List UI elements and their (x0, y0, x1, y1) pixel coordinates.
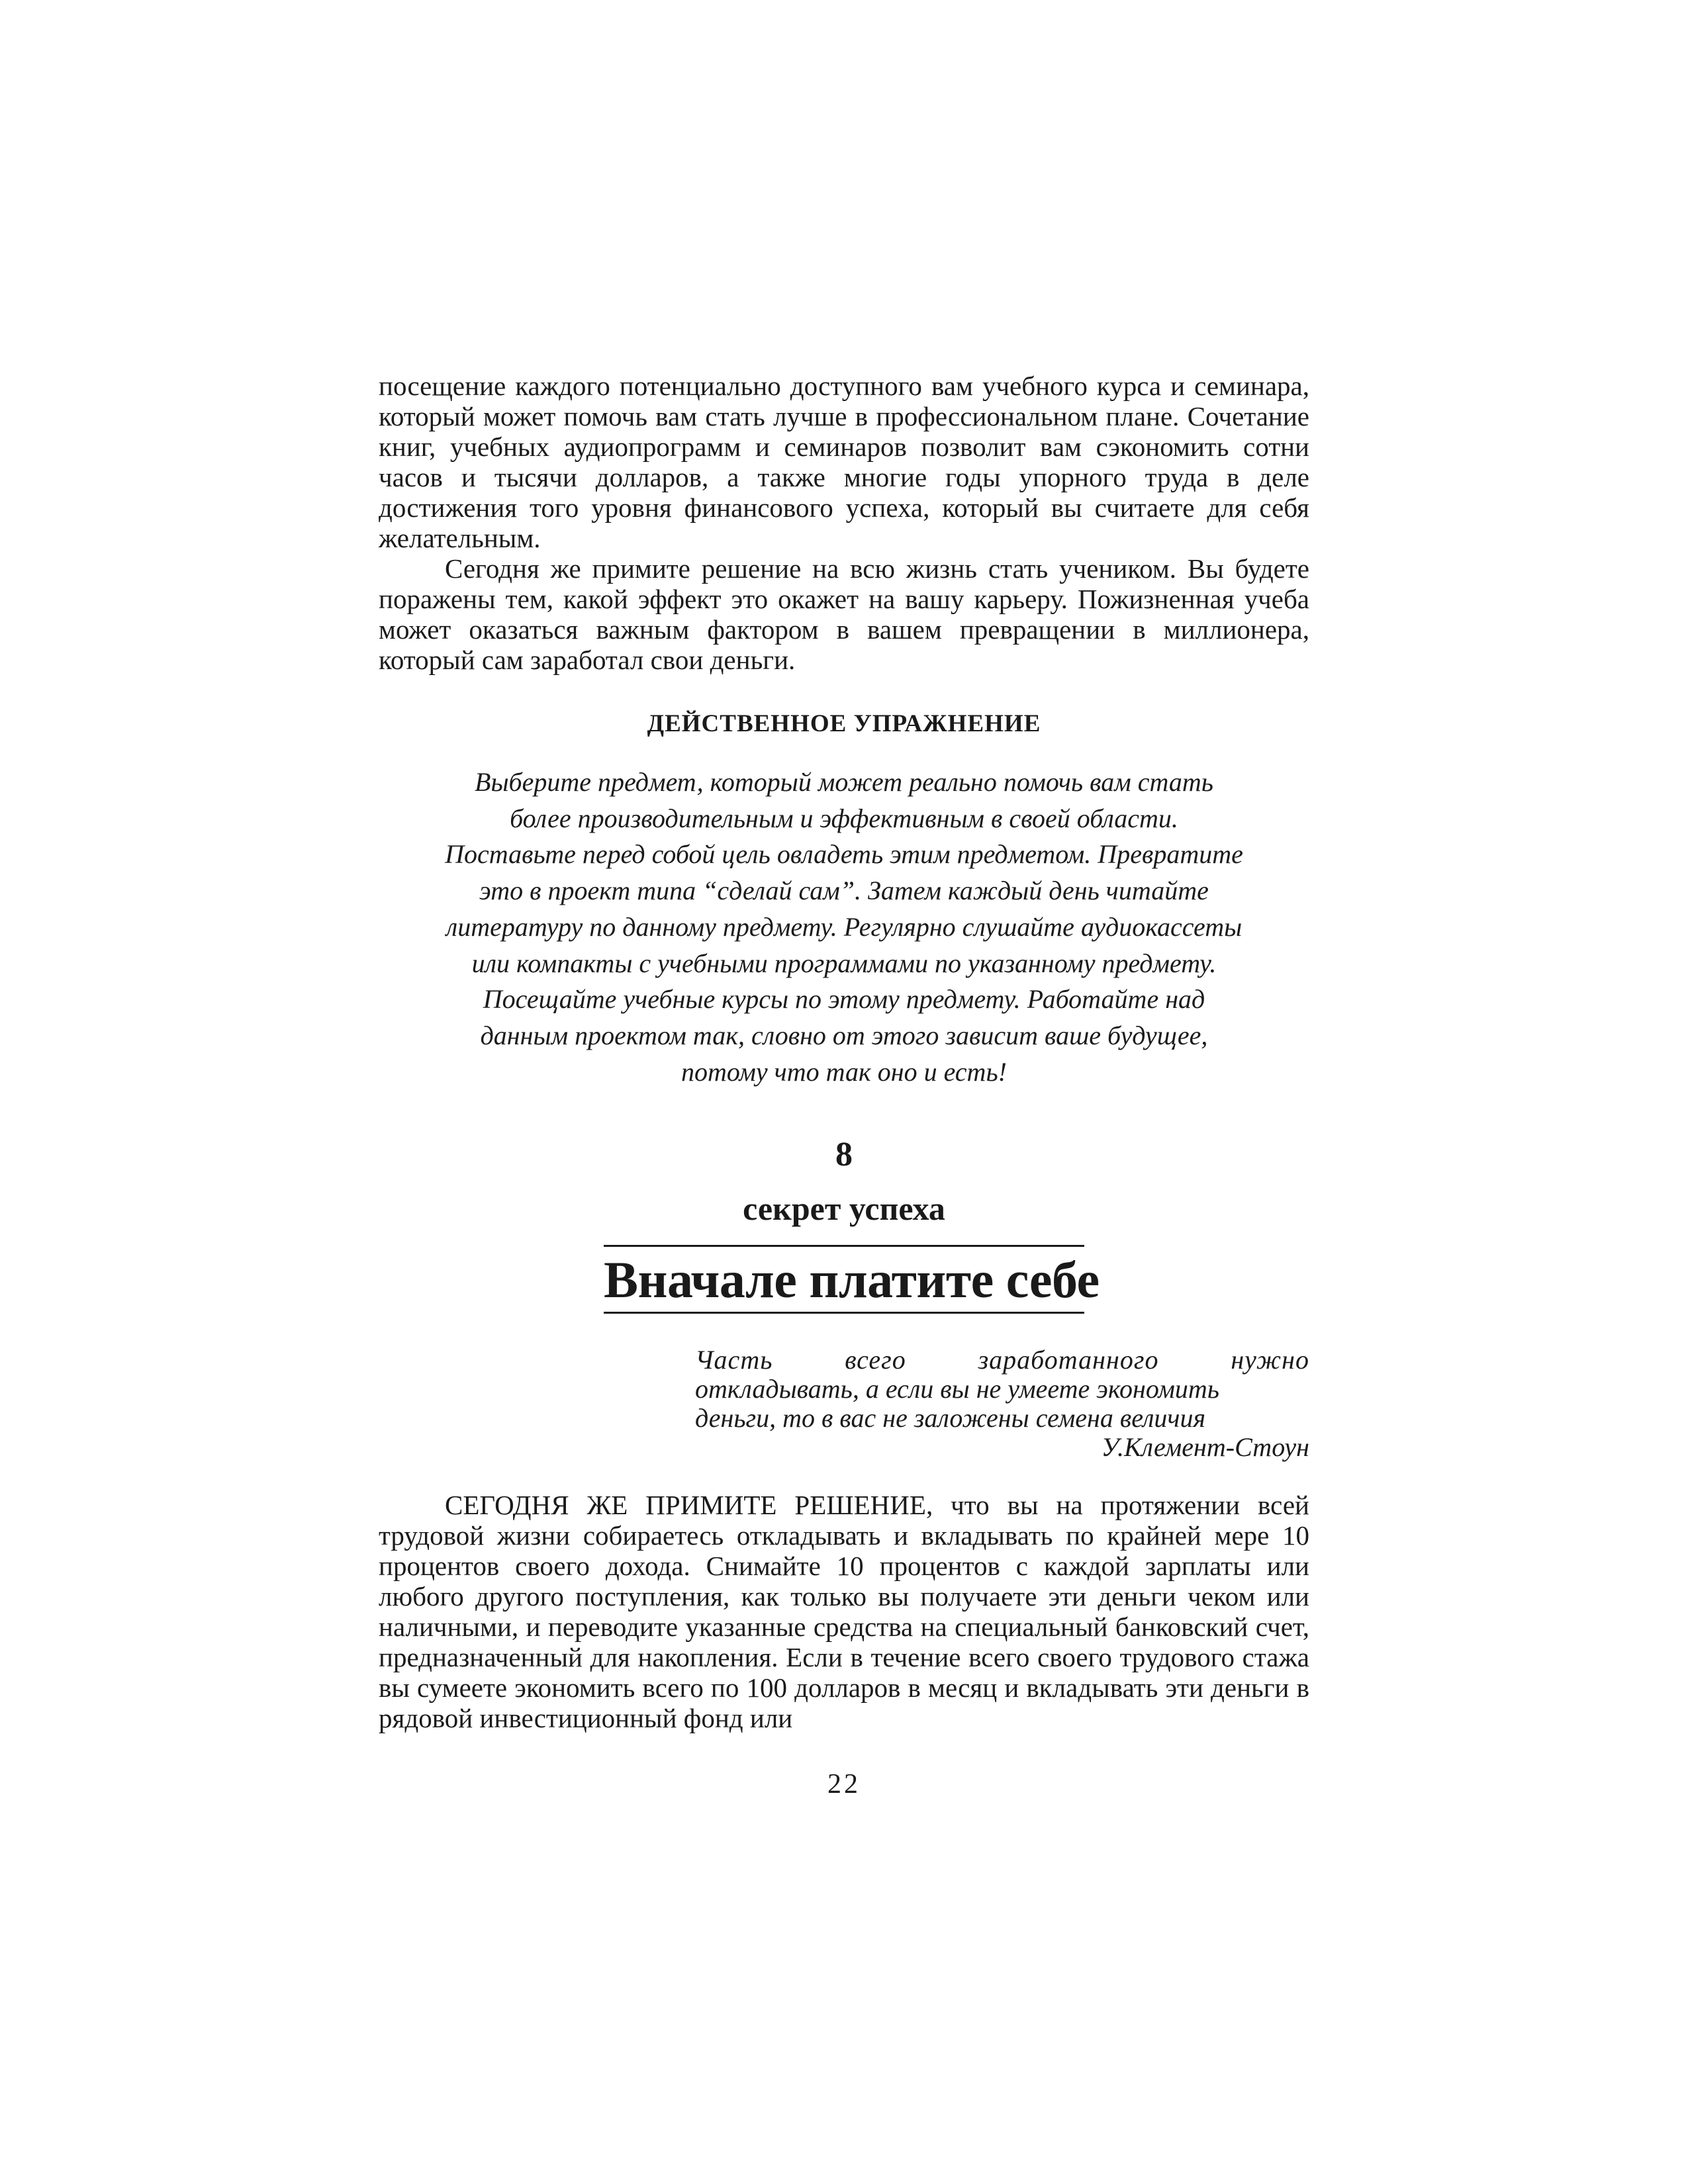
exercise-heading: ДЕЙСТВЕННОЕ УПРАЖНЕНИЕ (647, 710, 1041, 737)
epigraph-word: Часть (695, 1345, 773, 1375)
epigraph-word: нужно (1231, 1345, 1309, 1375)
epigraph-word: заработанного (978, 1345, 1159, 1375)
chapter-subtitle: секрет успеха (743, 1190, 945, 1228)
exercise-line: потому что так оно и есть! (681, 1056, 1007, 1087)
epigraph-line-1 (695, 1345, 1309, 1375)
exercise-line: литературу по данному предмету. Регулярно слушайте аудиокассеты (445, 911, 1243, 942)
exercise-text (379, 764, 1309, 1090)
epigraph-author: У.Клемент-Стоун (1101, 1432, 1309, 1463)
exercise-line: более производительным и эффективным в своей области. (510, 803, 1178, 833)
epigraph (695, 1345, 1309, 1462)
exercise-line: Поставьте перед собой цель овладеть этим предметом. Превратите (445, 839, 1243, 870)
body-paragraph: СЕГОДНЯ ЖЕ ПРИМИТЕ РЕШЕНИЕ, что вы на протяжении всей трудовой жизни собираетесь откладывать и вкладывать по крайней мере 10 процентов своего дохода. Снимайте 10 процентов с каждой зарплаты или любого другого поступления, как только вы получаете эти деньги чеком или наличными, и переводите указанные средства на специальный банковский счет, предназначенный для накопления. Если в течение всего своего трудового стажа вы сумеете экономить всего по 100 долларов в месяц и вкладывать эти деньги в рядовой инвестиционный фонд или (379, 1490, 1309, 1734)
exercise-line: Выберите предмет, который может реально помочь вам стать (475, 767, 1213, 797)
exercise-line: или компакты с учебными программами по указанному предмету. (471, 948, 1217, 978)
page-content (379, 371, 1309, 1733)
intro-paragraph-1: посещение каждого потенциально доступного вам учебного курса и семинара, который может помочь вам стать лучше в профессиональном плане. Сочетание книг, учебных аудиопрограмм и семинаров позволит вам сэкономить сотни часов и тысячи долларов, а также многие годы упорного труда в деле достижения того уровня финансового успеха, который вы считаете для себя желательным. (379, 371, 1309, 553)
epigraph-line-2: откладывать, а если вы не умеете экономить (695, 1374, 1219, 1404)
intro-paragraph-2: Сегодня же примите решение на всю жизнь стать учеником. Вы будете поражены тем, какой эффект это окажет на вашу карьеру. Пожизненная учеба может оказаться важным фактором в вашем превращении в миллионера, который сам заработал свои деньги. (379, 553, 1309, 675)
exercise-line: Посещайте учебные курсы по этому предмету. Работайте над (483, 984, 1205, 1015)
chapter-title: Вначале платите себе (604, 1251, 1100, 1309)
chapter-title-block (604, 1245, 1100, 1314)
exercise-line: это в проект типа “сделай сам”. Затем каждый день читайте (479, 876, 1209, 906)
epigraph-word: всего (845, 1345, 906, 1375)
exercise-line: данным проектом так, словно от этого зависит ваше будущее, (480, 1020, 1208, 1050)
page-number: 22 (827, 1769, 861, 1799)
title-rule-bottom (604, 1312, 1084, 1314)
epigraph-line-3: деньги, то в вас не заложены семена величия (695, 1403, 1206, 1433)
chapter-number: 8 (835, 1136, 853, 1174)
